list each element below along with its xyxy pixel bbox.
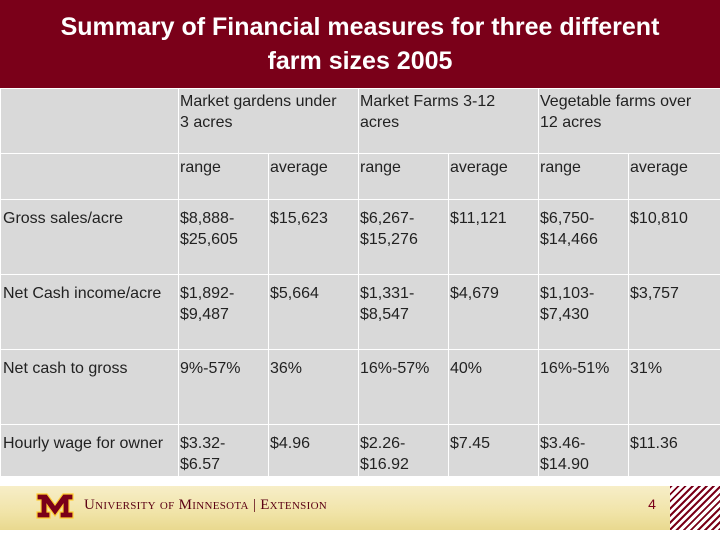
cell-line: $14.90	[540, 456, 589, 473]
group-header-line-1: Market Farms 3-12	[360, 93, 496, 110]
table-cell	[269, 275, 359, 350]
subheader-cell: average	[629, 154, 720, 200]
cell-line: 16%-57%	[360, 360, 430, 377]
cell-line: $10,810	[630, 210, 688, 227]
page-number: 4	[648, 496, 656, 512]
university-logo-m-icon	[36, 493, 74, 519]
group-header-line-2: 3 acres	[180, 114, 233, 131]
cell-line: $14,466	[540, 231, 598, 248]
cell-line: $6.57	[180, 456, 221, 473]
cell-line: $2.26-	[360, 435, 406, 452]
cell-line: $3.46-	[540, 435, 586, 452]
financial-table-container	[0, 88, 720, 476]
cell-line: $1,331-	[360, 285, 415, 302]
group-header-market-gardens	[179, 89, 359, 154]
table-cell	[269, 200, 359, 275]
cell-line: $4.96	[270, 435, 311, 452]
table-cell	[629, 200, 720, 275]
cell-line: $5,664	[270, 285, 319, 302]
group-header-line-2: acres	[360, 114, 400, 131]
group-header-line-1: Market gardens under	[180, 93, 337, 110]
financial-table	[0, 88, 720, 500]
cell-line: $1,103-	[540, 285, 595, 302]
cell-line: 36%	[270, 360, 303, 377]
cell-line: $16.92	[360, 456, 409, 473]
subheader-cell: average	[449, 154, 539, 200]
cell-line: 9%-57%	[180, 360, 241, 377]
cell-line: $9,487	[180, 306, 229, 323]
cell-line: $6,750-	[540, 210, 595, 227]
cell-line: $1,892-	[180, 285, 235, 302]
table-header-row	[1, 89, 720, 154]
table-cell	[539, 350, 629, 425]
table-cell	[179, 350, 269, 425]
group-header-vegetable-farms	[539, 89, 720, 154]
subheader-corner-cell	[1, 154, 179, 200]
slide-title	[41, 10, 680, 78]
row-label: Hourly wage for owner	[1, 425, 179, 500]
title-bar	[0, 0, 720, 88]
row-label: Net Cash income/acre	[1, 275, 179, 350]
cell-line: $3,757	[630, 285, 679, 302]
group-header-line-1: Vegetable farms over	[540, 93, 692, 110]
table-subheader-row	[1, 154, 720, 200]
cell-line: $7.45	[450, 435, 491, 452]
table-row-gross-sales	[1, 200, 720, 275]
subheader-cell: range	[359, 154, 449, 200]
cell-line: $25,605	[180, 231, 238, 248]
university-extension-wordmark: University of Minnesota | Extension	[84, 497, 328, 513]
table-row-net-cash-income	[1, 275, 720, 350]
group-header-line-2: 12 acres	[540, 114, 602, 131]
header-corner-cell	[1, 89, 179, 154]
subheader-cell: range	[539, 154, 629, 200]
table-row-net-cash-to-gross	[1, 350, 720, 425]
cell-line: $7,430	[540, 306, 589, 323]
cell-line: $15,623	[270, 210, 328, 227]
subheader-cell: range	[179, 154, 269, 200]
cell-line: $11,121	[450, 210, 507, 227]
cell-line: 16%-51%	[540, 360, 610, 377]
table-cell	[449, 350, 539, 425]
table-cell	[179, 200, 269, 275]
cell-line: $8,888-	[180, 210, 235, 227]
cell-line: $11.36	[630, 435, 678, 452]
group-header-market-farms	[359, 89, 539, 154]
cell-line: $4,679	[450, 285, 499, 302]
table-cell	[359, 200, 449, 275]
cell-line: 40%	[450, 360, 483, 377]
table-cell	[539, 200, 629, 275]
cell-line: $6,267-	[360, 210, 415, 227]
slide-title-line-1: Summary of Financial measures for three different	[60, 13, 660, 41]
cell-line: $3.32-	[180, 435, 226, 452]
slide-footer	[0, 476, 720, 540]
table-cell	[539, 275, 629, 350]
table-cell	[449, 275, 539, 350]
table-cell	[629, 275, 720, 350]
slide-title-line-2: farm sizes 2005	[267, 47, 453, 75]
cell-line: $8,547	[360, 306, 409, 323]
table-cell	[449, 200, 539, 275]
table-cell	[269, 350, 359, 425]
table-cell	[359, 350, 449, 425]
cell-line: $15,276	[360, 231, 418, 248]
subheader-cell: average	[269, 154, 359, 200]
table-cell	[179, 275, 269, 350]
row-label: Gross sales/acre	[1, 200, 179, 275]
cell-line: 31%	[630, 360, 663, 377]
table-cell	[359, 275, 449, 350]
corner-hatch-decoration	[670, 486, 720, 530]
row-label: Net cash to gross	[1, 350, 179, 425]
table-cell	[629, 350, 720, 425]
